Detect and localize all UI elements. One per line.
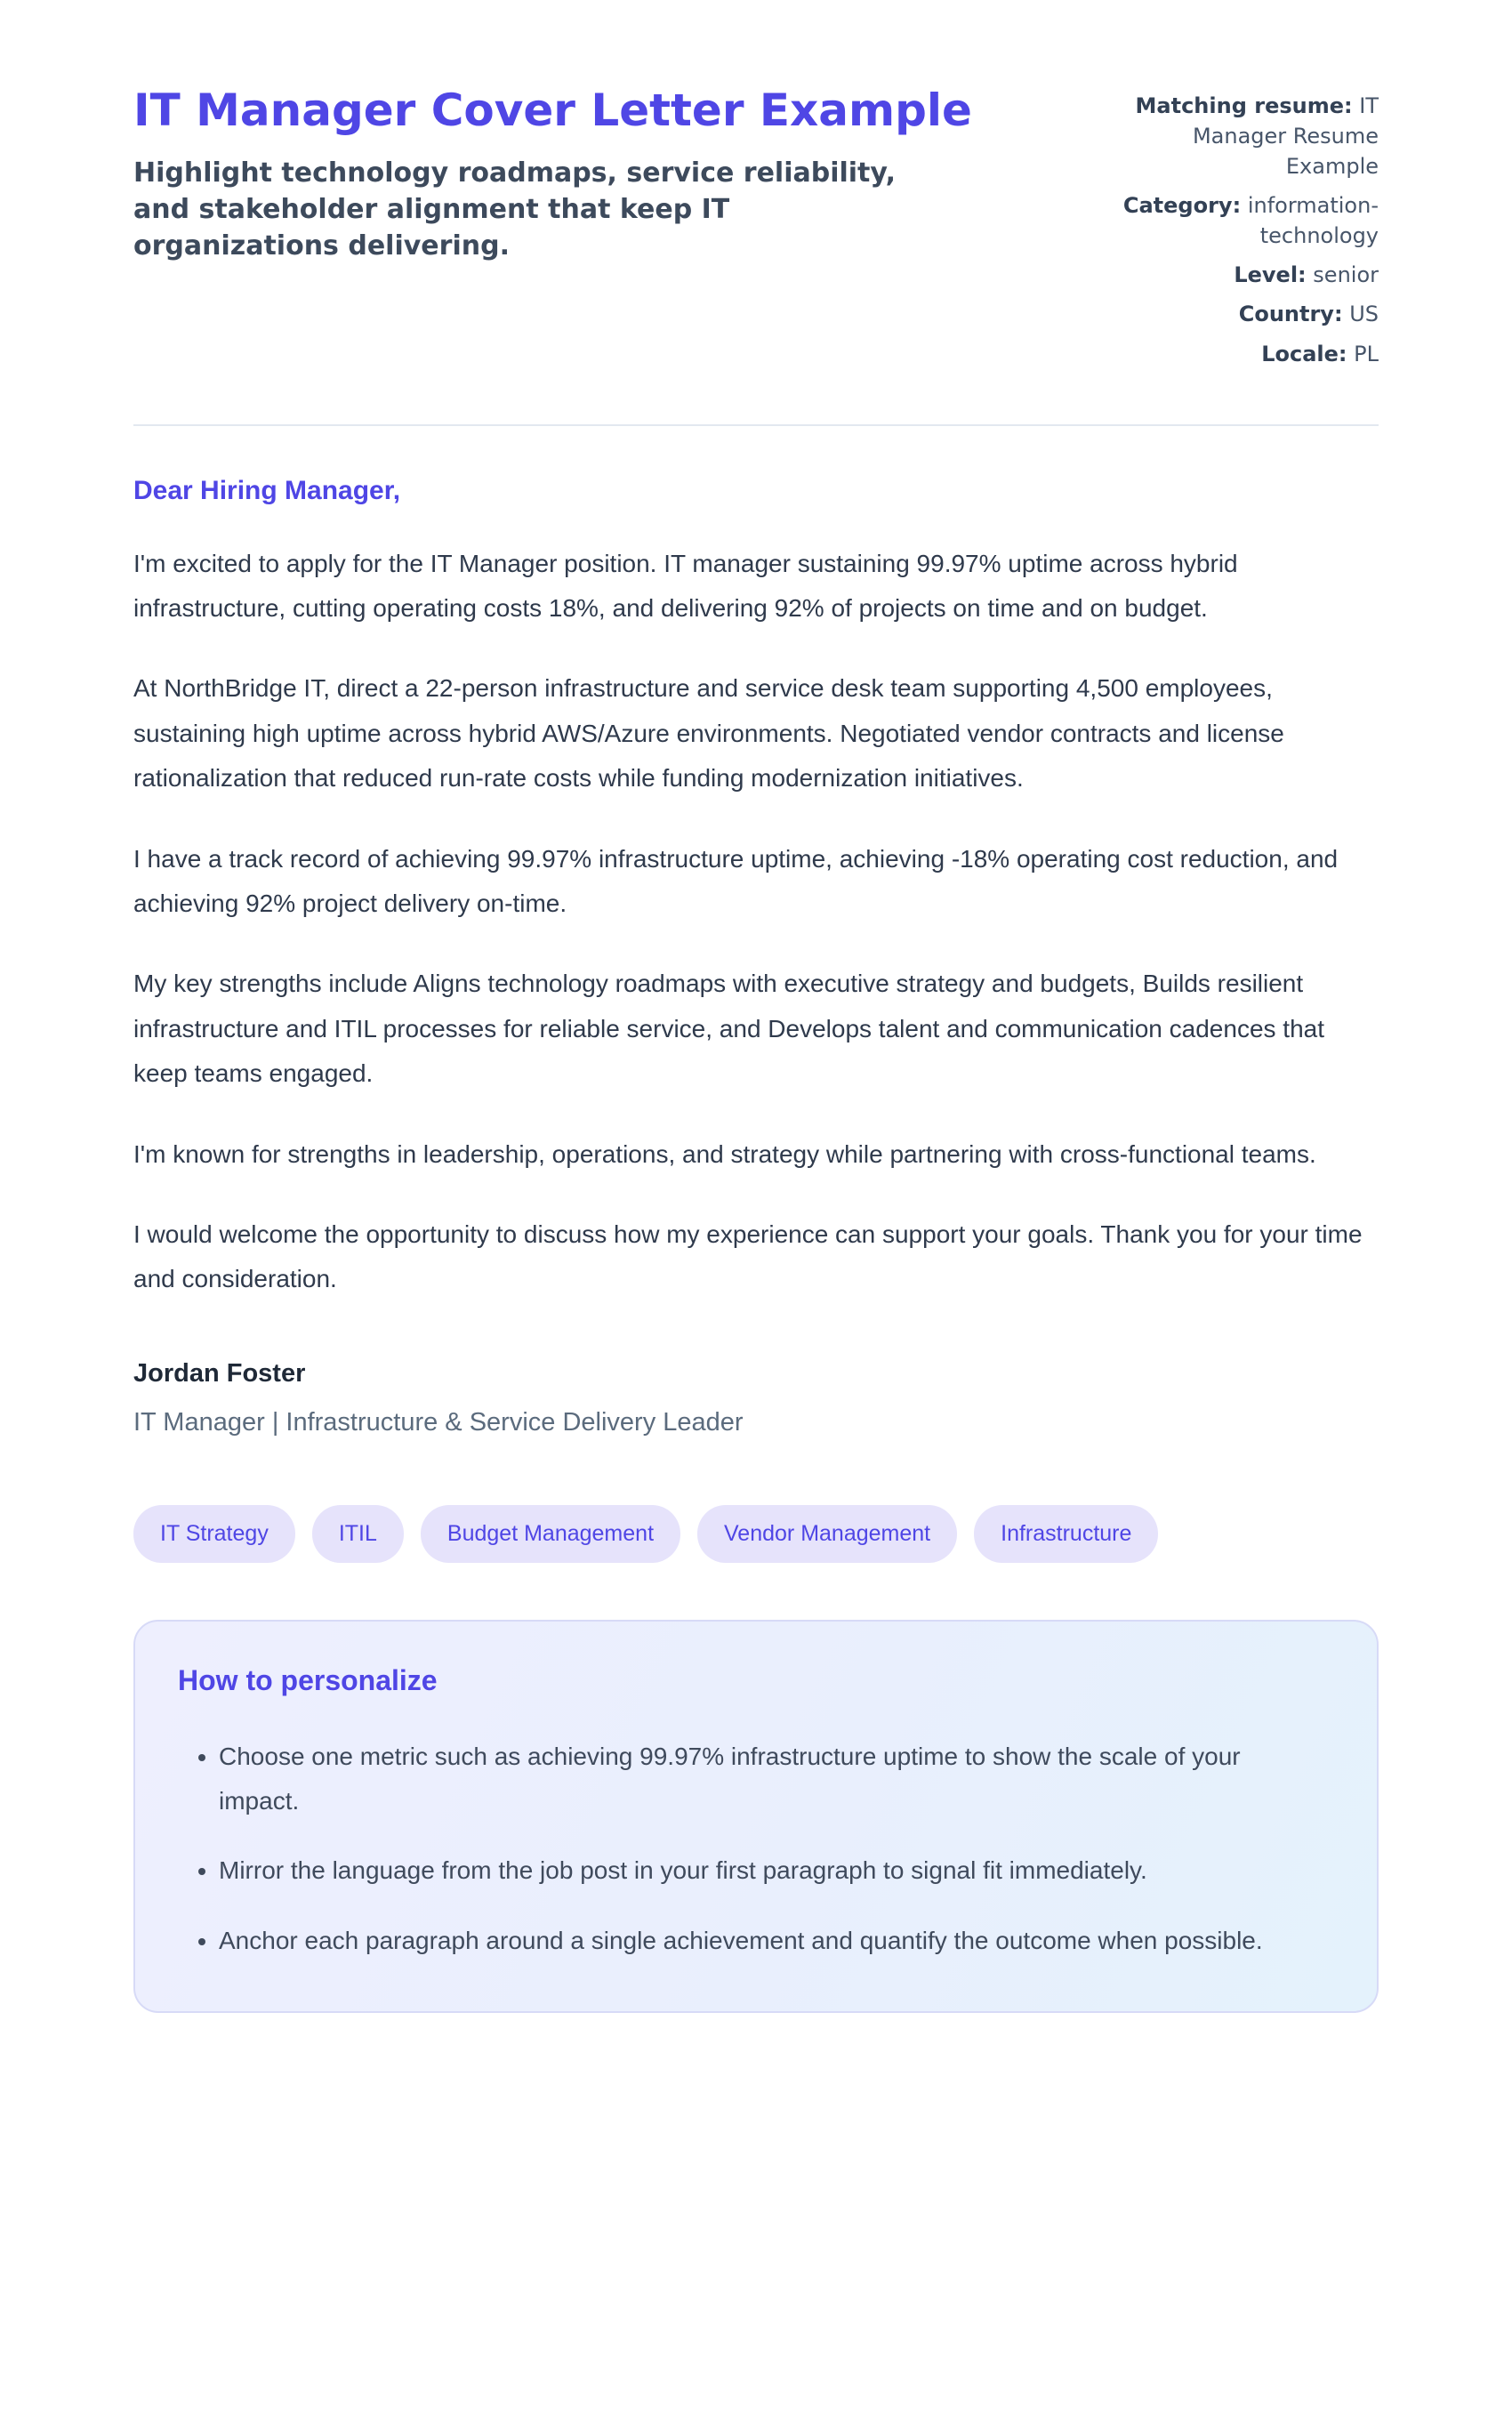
meta-label: Level:	[1234, 262, 1307, 288]
cover-letter-page	[133, 0, 1379, 2084]
skill-tag: IT Strategy	[133, 1505, 295, 1563]
letter-paragraph: My key strengths include Aligns technology roadmaps with executive strategy and budgets, Builds resilient infrastructure and ITIL processes for reliable service, and Develops talent and communication cadences that keep teams engaged.	[133, 970, 1324, 1088]
meta-value: senior	[1313, 262, 1379, 288]
meta-label: Country:	[1238, 302, 1343, 327]
personalize-box	[133, 1620, 1379, 2014]
skill-tag: Budget Management	[421, 1505, 680, 1563]
skill-tag: Vendor Management	[697, 1505, 957, 1563]
signature-role: IT Manager | Infrastructure & Service Delivery Leader	[133, 1407, 744, 1437]
meta-value: information-technology	[1247, 193, 1379, 249]
meta-entry	[1112, 299, 1379, 329]
meta-value: IT Manager Resume Example	[1192, 93, 1379, 180]
personalize-tip: • Mirror the language from the job post in your first paragraph to signal fit immediately.	[219, 1848, 1304, 1893]
letter-paragraph: I would welcome the opportunity to discuss how my experience can support your goals. Thank you for your time and consideration.	[133, 1220, 1363, 1293]
skill-tag: Infrastructure	[974, 1505, 1158, 1563]
letter-paragraph: I have a track record of achieving 99.97% infrastructure uptime, achieving -18% operating cost reduction, and achieving 92% project delivery on-time.	[133, 844, 1339, 917]
skill-tag: ITIL	[312, 1505, 404, 1563]
meta-entry	[1112, 190, 1379, 251]
meta-entry	[1112, 91, 1379, 181]
personalize-tip: • Choose one metric such as achieving 99.97% infrastructure uptime to show the scale of your impact.	[219, 1735, 1304, 1824]
letter-paragraph: I'm known for strengths in leadership, operations, and strategy while partnering with cross-functional teams.	[133, 1139, 1316, 1168]
meta-label: Locale:	[1261, 341, 1347, 366]
letter-body	[133, 476, 1379, 1437]
meta-entry	[1112, 339, 1379, 369]
meta-label: Matching resume:	[1135, 93, 1353, 118]
skill-tags	[133, 1505, 1379, 1563]
meta-entry	[1112, 260, 1379, 290]
letter-paragraphs	[133, 542, 1379, 1302]
letter-paragraph: I'm excited to apply for the IT Manager position. IT manager sustaining 99.97% uptime across hybrid infrastructure, cutting operating costs 18%, and delivering 92% of projects on time and on budget.	[133, 549, 1238, 623]
meta-value: US	[1349, 302, 1379, 327]
resume-meta-panel	[1112, 85, 1379, 378]
page-title: IT Manager Cover Letter Example	[133, 85, 972, 136]
meta-value: PL	[1354, 341, 1379, 366]
salutation: Dear Hiring Manager,	[133, 475, 401, 505]
personalize-heading: How to personalize	[178, 1663, 438, 1696]
personalize-tip-list	[178, 1735, 1334, 1964]
header-title-block	[133, 85, 972, 264]
letter-paragraph: At NorthBridge IT, direct a 22-person infrastructure and service desk team supporting 4,500 employees, sustaining high uptime across hybrid AWS/Azure environments. Negotiated vendor contracts and license rationalization that reduced run-rate costs while funding modernization initiatives.	[133, 674, 1284, 793]
personalize-tip: • Anchor each paragraph around a single achievement and quantify the outcome when possible.	[219, 1919, 1304, 1963]
page-subtitle: Highlight technology roadmaps, service reliability, and stakeholder alignment that keep IT organizations delivering.	[133, 157, 897, 262]
header-divider	[133, 424, 1379, 426]
meta-label: Category:	[1122, 193, 1242, 219]
signature-name: Jordan Foster	[133, 1358, 306, 1388]
page-header	[133, 85, 1379, 378]
